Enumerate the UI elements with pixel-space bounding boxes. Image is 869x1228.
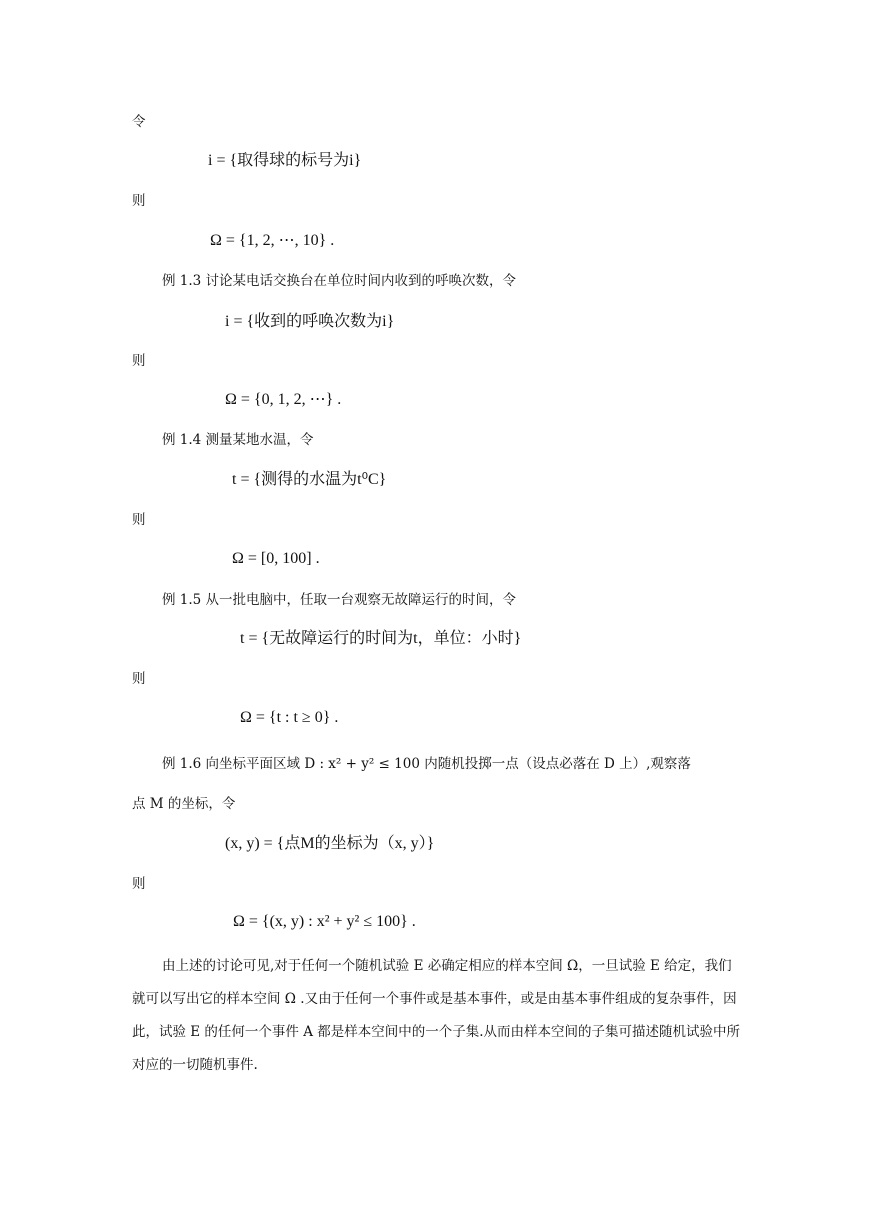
text-ze: 则: [132, 512, 146, 528]
sample-space-formula: Ω = [0, 100] .: [232, 550, 320, 567]
text-ling: 令: [132, 114, 146, 130]
sample-space-formula: Ω = {t : t ≥ 0} .: [240, 709, 339, 726]
example-heading: 例 1.4 测量某地水温，令: [162, 432, 314, 448]
sample-space-formula: Ω = {0, 1, 2, ⋯} .: [225, 391, 342, 408]
event-definition: (x, y) = {点M的坐标为（x, y）}: [225, 835, 435, 852]
event-definition: i = {取得球的标号为i}: [208, 152, 362, 169]
event-definition: t = {测得的水温为t⁰C}: [232, 471, 387, 488]
text-ze: 则: [132, 193, 146, 209]
example-continuation: 点 M 的坐标，令: [132, 796, 236, 812]
text-ze: 则: [132, 353, 146, 369]
event-definition: t = {无故障运行的时间为t，单位：小时}: [240, 630, 522, 647]
example-heading: 例 1.5 从一批电脑中，任取一台观察无故障运行的时间，令: [162, 592, 517, 608]
text-ze: 则: [132, 671, 146, 687]
text-ze: 则: [132, 876, 146, 892]
sample-space-formula: Ω = {1, 2, ⋯, 10} .: [210, 232, 335, 249]
event-definition: i = {收到的呼唤次数为i}: [225, 313, 395, 330]
sample-space-formula: Ω = {(x, y) : x² + y² ≤ 100} .: [233, 913, 416, 930]
conclusion-paragraph: 由上述的讨论可见,对于任何一个随机试验 E 必确定相应的样本空间 Ω，一旦试验 E 给定，我们就可以写出它的样本空间 Ω .又由于任何一个事件或是基本事件，或是由基本事件组成的复杂事件，因此，试验 E 的任何一个事件 A 都是样本空间中的一个子集.从而由样本空间的子集可描述随机试验中所对应的一切随机事件.: [132, 958, 741, 1073]
example-heading: 例 1.3 讨论某电话交换台在单位时间内收到的呼唤次数，令: [162, 273, 517, 289]
example-heading: 例 1.6 向坐标平面区域 D : x² + y² ≤ 100 内随机投掷一点（设点必落在 D 上）,观察落: [162, 756, 691, 772]
